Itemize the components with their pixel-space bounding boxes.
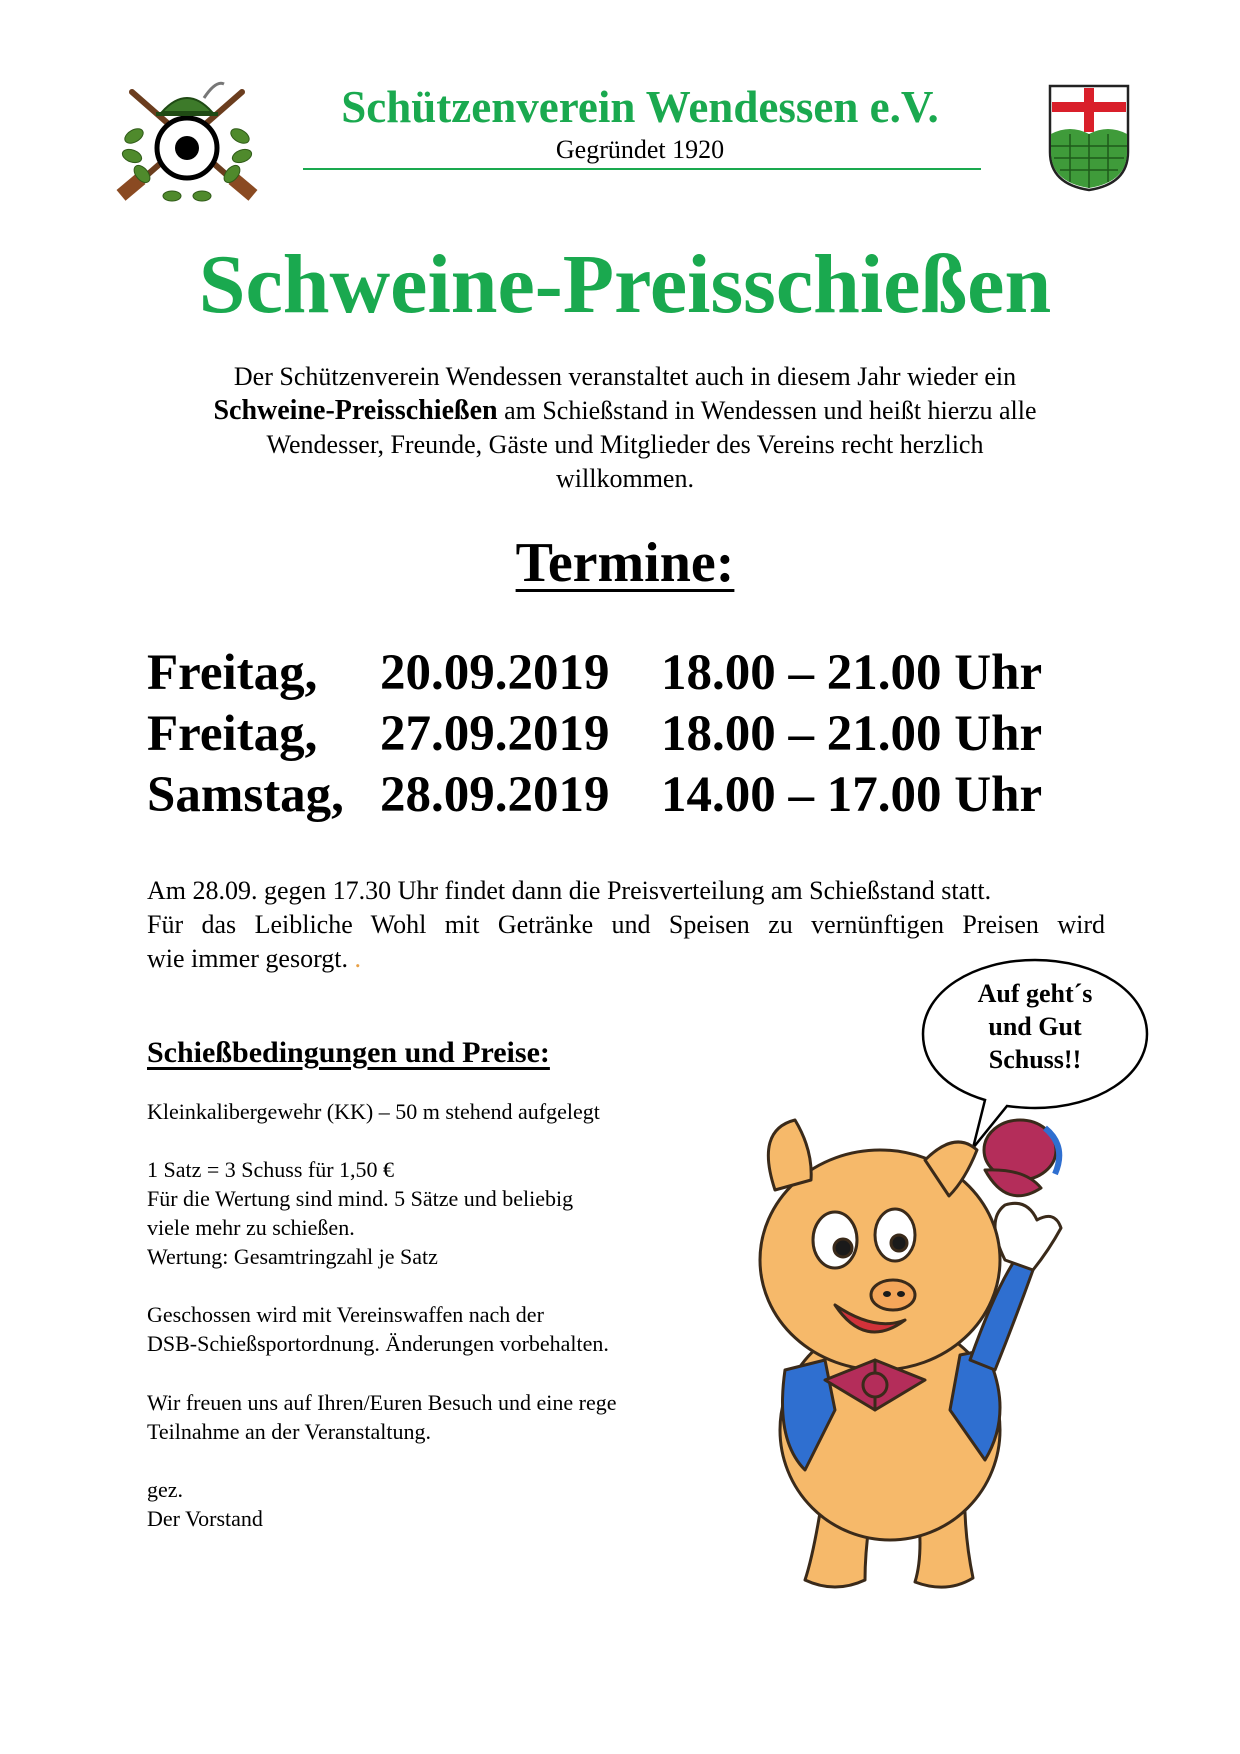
intro-line-2 (120, 394, 1130, 428)
club-name: Schützenverein Wendessen e.V. (341, 82, 939, 132)
award-line-3-text: wie immer gesorgt. (147, 944, 355, 973)
bubble-line-1: Auf geht´s (977, 979, 1093, 1008)
bubble-line-2: und Gut (988, 1012, 1082, 1041)
closing-line-1: Wir freuen uns auf Ihren/Euren Besuch und eine rege (147, 1390, 617, 1415)
bubble-text (945, 977, 1125, 1076)
date-time: 18.00 – 21.00 Uhr (661, 645, 1043, 701)
intro-line-4: willkommen. (556, 464, 694, 493)
coat-of-arms-icon (1046, 82, 1132, 194)
signature-line-2: Der Vorstand (147, 1506, 263, 1531)
weapons-line-1: Geschossen wird mit Vereinswaffen nach der (147, 1302, 544, 1327)
scoring-text: Wertung: Gesamtringzahl je Satz (147, 1244, 438, 1269)
date-day: Samstag, (147, 767, 344, 823)
page-title: Schweine-Preisschießen (198, 238, 1052, 331)
founded-year: Gegründet 1920 (555, 135, 725, 164)
date-time: 14.00 – 17.00 Uhr (661, 767, 1043, 823)
date-value: 28.09.2019 (380, 767, 610, 823)
dates-list (147, 643, 1147, 826)
closing-line-2: Teilnahme an der Veranstaltung. (147, 1419, 431, 1444)
termine-heading-text: Termine: (515, 532, 735, 594)
signature-line-1: gez. (147, 1477, 184, 1502)
club-logo-icon (112, 78, 262, 208)
orange-dot: . (354, 944, 361, 973)
date-value: 27.09.2019 (380, 706, 610, 762)
intro-line-1: Der Schützenverein Wendessen veranstaltet auch in diesem Jahr wieder ein (233, 362, 1017, 391)
date-time: 18.00 – 21.00 Uhr (661, 706, 1043, 762)
weapons-line-2: DSB-Schießsportordnung. Änderungen vorbehalten. (147, 1331, 609, 1356)
award-line-1: Am 28.09. gegen 17.30 Uhr findet dann die Preisverteilung am Schießstand statt. (147, 876, 992, 905)
intro-line-2-rest: am Schießstand in Wendessen und heißt hierzu alle (497, 396, 1037, 425)
pig-illustration (715, 1110, 1135, 1610)
intro-highlight: Schweine-Preisschießen (213, 395, 498, 426)
intro-paragraph (120, 360, 1130, 496)
header-divider (303, 168, 981, 170)
date-value: 20.09.2019 (380, 645, 610, 701)
intro-line-3: Wendesser, Freunde, Gäste und Mitglieder des Vereins recht herzlich (266, 430, 984, 459)
date-row (147, 765, 1147, 826)
date-row (147, 704, 1147, 765)
conditions-heading: Schießbedingungen und Preise: (147, 1036, 550, 1069)
date-day: Freitag, (147, 706, 318, 762)
price-text: 1 Satz = 3 Schuss für 1,50 € (147, 1157, 395, 1182)
rule-line-2: viele mehr zu schießen. (147, 1215, 355, 1240)
weapon-text: Kleinkalibergewehr (KK) – 50 m stehend aufgelegt (147, 1099, 600, 1124)
rule-line-1: Für die Wertung sind mind. 5 Sätze und beliebig (147, 1186, 574, 1211)
date-row (147, 643, 1147, 704)
award-line-2: Für das Leibliche Wohl mit Getränke und Speisen zu vernünftigen Preisen wird (147, 910, 1105, 939)
date-day: Freitag, (147, 645, 318, 701)
termine-heading (60, 530, 1190, 596)
bubble-line-3: Schuss!! (988, 1045, 1082, 1074)
